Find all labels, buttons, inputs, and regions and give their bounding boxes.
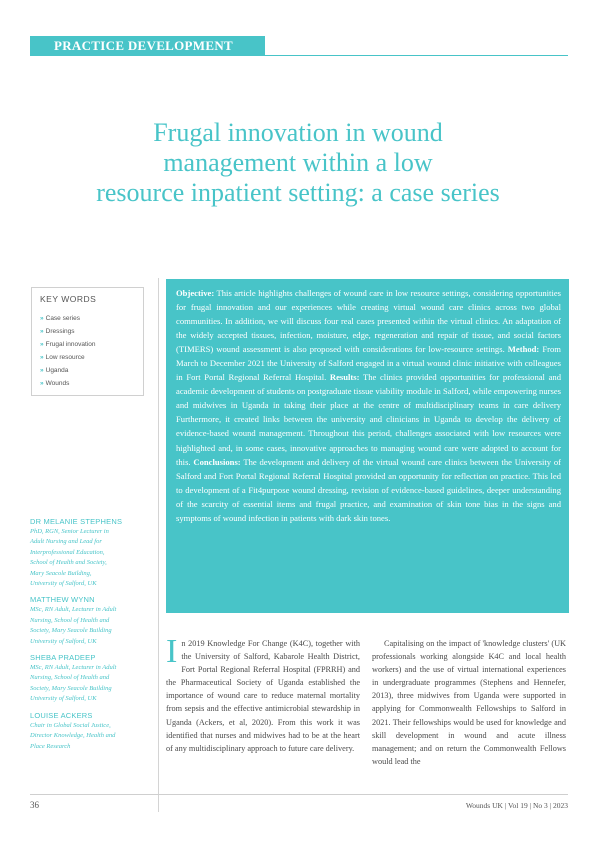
keywords-box (31, 287, 144, 396)
author-affiliation: PhD, RGN, Senior Lecturer in Adult Nursing and Lead for Interprofessional Education, School of Health and Society, Mary Seacole Building, University of Salford, UK (30, 528, 109, 588)
page-number: 36 (30, 800, 39, 810)
abstract-method-label: Method: (507, 344, 540, 355)
abstract-results-text: The clinics provided opportunities for professional and academic development of students on postgraduate tissue viability module in Salford, while empowering nurses and midwives in Uganda in taking their place at the centre of multidisciplinary teams in care delivery Furthermore, it created links between the university and clinicians in Uganda to develop the delivery of evidence-based wound management. Throughout this period, challenges associated with low resources were highlighted and, in some cases, innovative approaches to managing wound care were adopted to account for this. (176, 372, 561, 467)
abstract-text (176, 286, 561, 525)
keyword-item: » Wounds (40, 380, 70, 387)
keyword-bullet-icon: » (40, 367, 44, 374)
author-entry (30, 517, 150, 589)
body-paragraph: Capitalising on the impact of 'knowledge clusters' (UK professionals working alongside K4C and local health workers) and the use of virtual international experiences in undergraduate programmes (Stephens and Hennefer, 2013), three midwives from Uganda were supported in applying for Commonwealth Fellowships to Salford in 2021. Their fellowships would be used for knowledge and skill development in wound and acute illness management; and on return the Commonwealth Fellows would lead the (372, 639, 566, 766)
author-affiliation: MSc, RN Adult, Lecturer in Adult Nursing, School of Health and Society, Mary Seacole Building University of Salford, UK (30, 664, 117, 703)
keyword-item: » Low resource (40, 354, 85, 361)
keyword-bullet-icon: » (40, 354, 44, 361)
keyword-bullet-icon: » (40, 315, 44, 322)
author-entry (30, 653, 150, 705)
keyword-bullet-icon: » (40, 380, 44, 387)
title-line-2: management within a low (163, 148, 433, 177)
abstract-method-text: From March to December 2021 the University of Salford engaged in a virtual wound clinic initiative with colleagues in Fort Portal Regional Referral Hospital. (176, 344, 561, 383)
keywords-list (40, 312, 143, 390)
abstract-results-label: Results: (329, 372, 360, 383)
title-line-1: Frugal innovation in wound (153, 118, 443, 147)
section-label: PRACTICE DEVELOPMENT (54, 38, 233, 53)
abstract-conclusions-label: Conclusions: (193, 456, 241, 467)
abstract-objective-label: Objective: (176, 288, 215, 298)
author-entry (30, 711, 150, 752)
author-name: DR MELANIE STEPHENS (30, 517, 123, 526)
keyword-item: » Case series (40, 315, 80, 322)
drop-cap: I (166, 633, 178, 670)
article-title (40, 118, 556, 208)
keyword-item: » Frugal innovation (40, 341, 96, 348)
author-name: SHEBA PRADEEP (30, 653, 96, 663)
keyword-item: » Dressings (40, 328, 75, 335)
author-name: LOUISE ACKERS (30, 710, 93, 720)
banner-rule (265, 55, 568, 56)
title-line-3: resource inpatient setting: a case series (96, 178, 500, 207)
keyword-bullet-icon: » (40, 341, 44, 348)
column-divider (158, 278, 159, 812)
author-name: MATTHEW WYNN (30, 595, 95, 605)
body-column-2 (372, 637, 566, 768)
section-banner (30, 36, 265, 56)
author-entry (30, 595, 150, 647)
body-paragraph: n 2019 Knowledge For Change (K4C), together with the University of Salford, Kabarole Health District, Fort Portal Regional Referral Hospital (FPRRH) and the Pharmaceutical Society of Uganda established the importance of wound care to reduce maternal mortality from sepsis and the effective antimicrobial stewardship in Uganda (Ackers, et al, 2020). From this work it was identified that nurses and midwives had to be at the heart of any multidisciplinary approach to future care delivery. (166, 639, 360, 753)
author-affiliation: MSc, RN Adult, Lecturer in Adult Nursing, School of Health and Society, Mary Seacole Building University of Salford, UK (30, 606, 117, 645)
keywords-heading: KEY WORDS (40, 294, 97, 304)
abstract-objective-text: This article highlights challenges of wound care in low resource settings, considering opportunities for frugal innovation and our experiences while creating virtual wound care clinics across two global communities. In addition, we will discuss four real cases presented within the virtual clinics. An adaptation of the widely accepted tissues, infection, moisture, edge, regeneration and repair of tissue, and social factors (TIMERS) wound assessment is also proposed with considerations for low-resource settings. (176, 288, 561, 355)
keyword-bullet-icon: » (40, 328, 44, 335)
journal-info: Wounds UK | Vol 19 | No 3 | 2023 (465, 801, 568, 810)
author-list (30, 517, 150, 758)
abstract-conclusions-text: The development and delivery of the virtual wound care clinics between the University of Salford and Fort Portal Regional Referral Hospital provided an opportunity for reflection on practice. This led to development of a Fit4purpose wound dressing, revision of evidence-based guidelines, deeper understanding of the scarcity of essential items and frugal practice, and examination of skin tone bias in the signs and symptoms of wound infection in patients with dark skin tones. (176, 456, 562, 523)
body-column-1 (166, 633, 360, 755)
keyword-item: » Uganda (40, 367, 69, 374)
footer-rule (30, 794, 568, 795)
author-affiliation: Chair in Global Social Justice, Director Knowledge, Health and Place Research (30, 721, 116, 750)
abstract-box (166, 279, 569, 613)
